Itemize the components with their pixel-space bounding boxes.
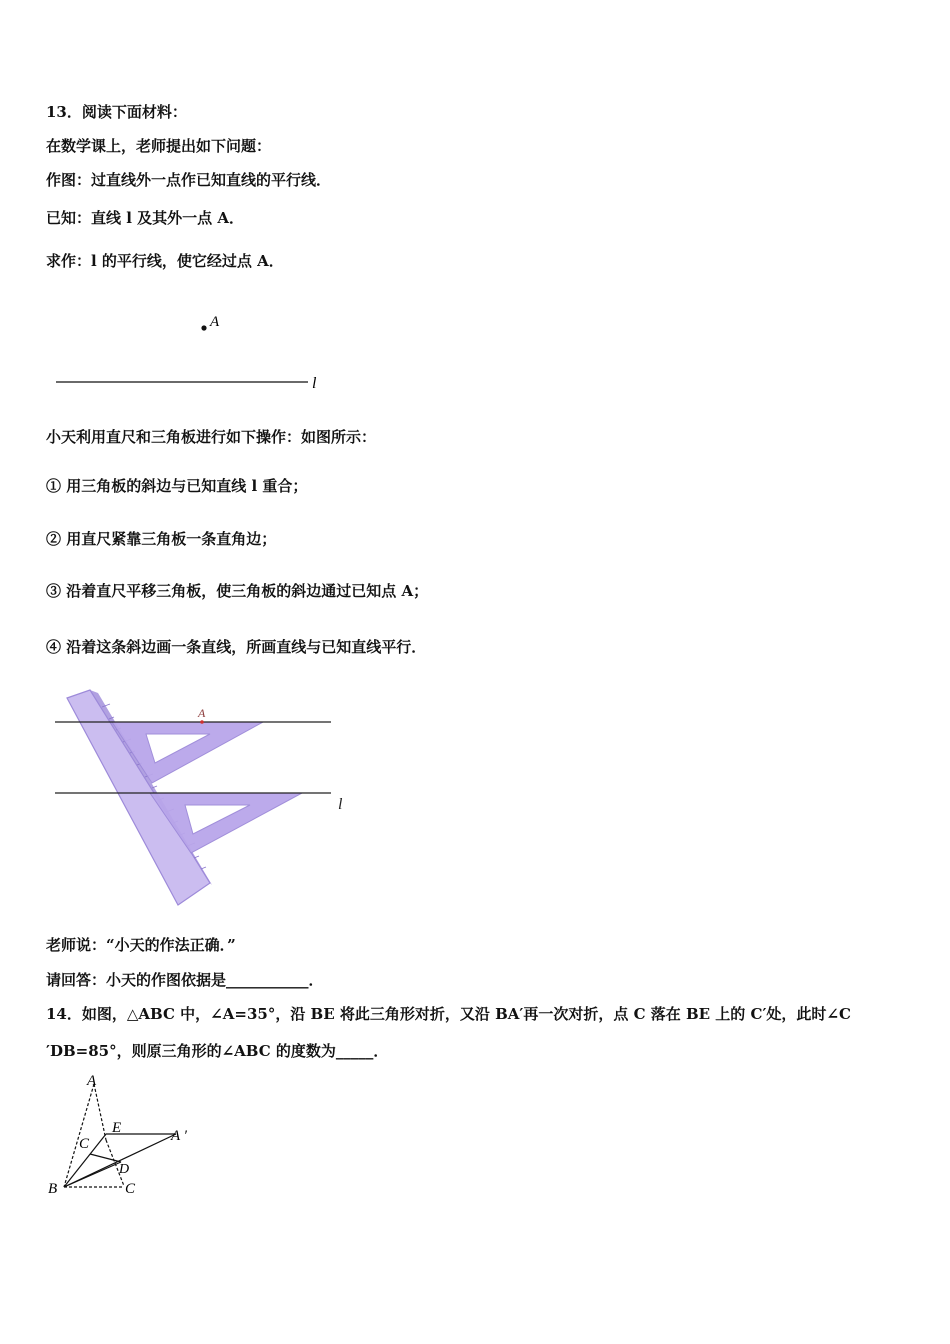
point-a-label: A bbox=[198, 706, 206, 720]
label-d: D bbox=[119, 1162, 130, 1177]
q13-step3: ③ 沿着直尺平移三角板，使三角板的斜边通过已知点 A； bbox=[46, 582, 429, 600]
point-a bbox=[200, 720, 204, 724]
label-b: B bbox=[48, 1181, 58, 1197]
q13-step4: ④ 沿着这条斜边画一条直线，所画直线与已知直线平行． bbox=[46, 638, 427, 656]
q13-title: 13．阅读下面材料： bbox=[46, 103, 187, 121]
q13-line3: 已知：直线 l 及其外一点 A． bbox=[46, 209, 245, 227]
q13-line1: 在数学课上，老师提出如下问题： bbox=[46, 137, 272, 155]
line-l-label: l bbox=[338, 796, 343, 813]
label-c: C bbox=[125, 1181, 136, 1197]
q14-line2: ′DB=85°，则原三角形的∠ABC 的度数为_____． bbox=[46, 1042, 389, 1060]
label-e: E bbox=[112, 1120, 122, 1136]
point-a bbox=[201, 325, 206, 330]
line-l-label: l bbox=[312, 375, 317, 392]
label-a: A bbox=[87, 1073, 97, 1089]
q13-line4: 求作：l 的平行线，使它经过点 A． bbox=[46, 252, 284, 270]
q13-line2: 作图：过直线外一点作已知直线的平行线． bbox=[46, 171, 332, 189]
figure-folded-triangle bbox=[40, 1068, 210, 1203]
q13-ask: 请回答：小天的作图依据是___________． bbox=[46, 971, 324, 989]
q14-line1: 14．如图，△ABC 中，∠A=35°，沿 BE 将此三角形对折，又沿 BA′再一次对折，点 C 落在 BE 上的 C′处，此时∠C bbox=[46, 1005, 851, 1023]
label-c-prime: C bbox=[79, 1136, 90, 1152]
figure-ruler-triangle bbox=[50, 685, 360, 910]
q13-step2: ② 用直尺紧靠三角板一条直角边； bbox=[46, 530, 277, 548]
q13-intro: 小天利用直尺和三角板进行如下操作：如图所示： bbox=[46, 428, 377, 446]
label-a-prime: A ′ bbox=[171, 1128, 187, 1144]
q13-step1: ① 用三角板的斜边与已知直线 l 重合； bbox=[46, 477, 308, 495]
q13-teacher: 老师说：“小天的作法正确．” bbox=[46, 936, 236, 954]
point-a-label: A bbox=[210, 314, 220, 330]
figure-point-and-line bbox=[50, 305, 350, 400]
